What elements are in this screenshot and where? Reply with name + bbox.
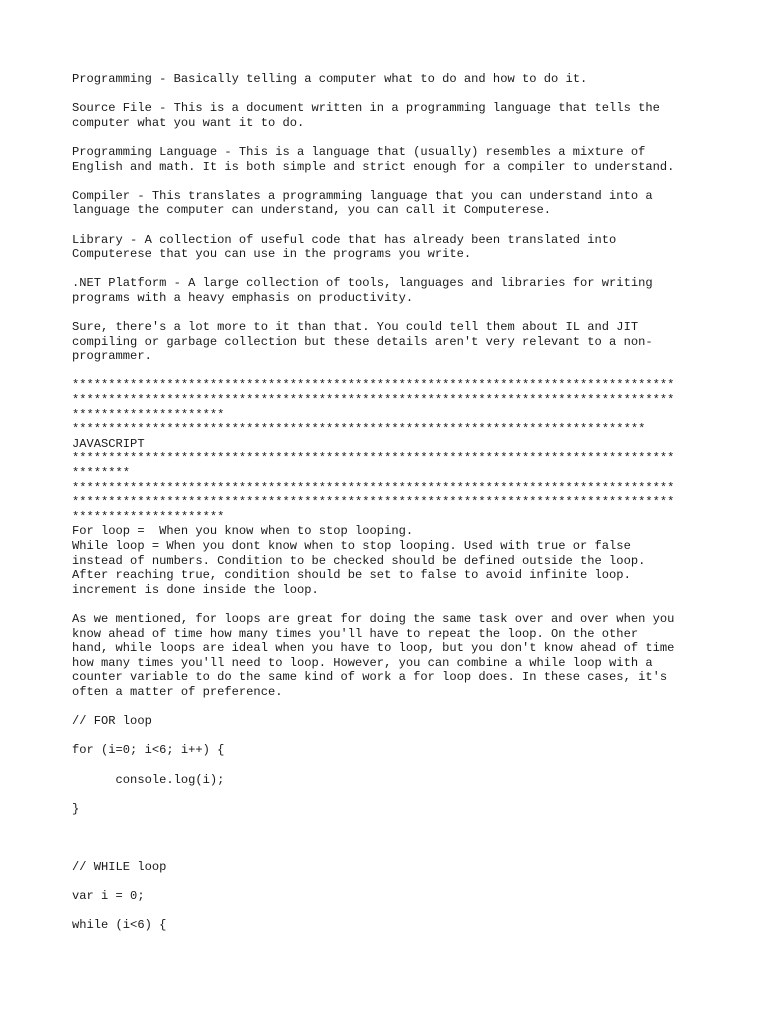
text-line: // WHILE loop (72, 860, 167, 875)
blank-line (72, 875, 712, 890)
text-line: counter variable to do the same kind of work a for loop does. In these cases, it's (72, 670, 668, 685)
blank-line (72, 729, 712, 744)
blank-line (72, 700, 712, 715)
text-line: compiling or garbage collection but these details aren't very relevant to a non- (72, 334, 653, 349)
text-line: Library - A collection of useful code that has already been translated into (72, 232, 617, 247)
text-line: // FOR loop (72, 714, 152, 729)
blank-line (72, 364, 712, 379)
text-line: language the computer can understand, you can call it Computerese. (72, 203, 551, 218)
text-line: hand, while loops are ideal when you have to loop, but you don't know ahead of time (72, 641, 675, 656)
text-line: } (72, 801, 80, 816)
document-page (72, 72, 712, 933)
text-line: var i = 0; (72, 889, 145, 904)
text-line: Sure, there's a lot more to it than that. You could tell them about IL and JIT (72, 320, 639, 335)
blank-line (72, 218, 712, 233)
text-line: ********************* (72, 509, 225, 524)
text-line: Source File - This is a document written in a programming language that tells the (72, 101, 660, 116)
text-line: *********************************************************************************** (72, 378, 675, 393)
blank-line (72, 306, 712, 321)
blank-line (72, 174, 712, 189)
text-line: *********************************************************************************** (72, 451, 675, 466)
blank-line (72, 904, 712, 919)
text-line: *********************************************************************************** (72, 495, 675, 510)
text-line: Programming Language - This is a language that (usually) resembles a mixture of (72, 144, 646, 159)
blank-line (72, 262, 712, 277)
text-line: As we mentioned, for loops are great for doing the same task over and over when you (72, 611, 675, 626)
blank-line (72, 816, 712, 831)
text-line: console.log(i); (72, 772, 225, 787)
text-line: Computerese that you can use in the programs you write. (72, 247, 472, 262)
blank-line (72, 87, 712, 102)
text-line: JAVASCRIPT (72, 436, 145, 451)
blank-line (72, 597, 712, 612)
text-line: for (i=0; i<6; i++) { (72, 743, 225, 758)
text-line: .NET Platform - A large collection of tools, languages and libraries for writing (72, 276, 653, 291)
blank-line (72, 758, 712, 773)
text-line: increment is done inside the loop. (72, 582, 319, 597)
text-line: *********************************************************************************** (72, 393, 675, 408)
text-line: programmer. (72, 349, 152, 364)
text-line: English and math. It is both simple and strict enough for a compiler to understand. (72, 159, 675, 174)
text-line: *********************************************************************************** (72, 480, 675, 495)
text-line: ******************************************************************************* (72, 422, 646, 437)
text-line: ********************* (72, 407, 225, 422)
text-line: while (i<6) { (72, 918, 167, 933)
blank-line (72, 831, 712, 846)
blank-line (72, 845, 712, 860)
text-line: After reaching true, condition should be set to false to avoid infinite loop. (72, 568, 631, 583)
text-line: While loop = When you dont know when to stop looping. Used with true or false (72, 539, 631, 553)
text-line: Compiler - This translates a programming language that you can understand into a (72, 188, 653, 203)
blank-line (72, 130, 712, 145)
text-line: ******** (72, 466, 131, 481)
text-line: instead of numbers. Condition to be checked should be defined outside the loop. (72, 553, 646, 568)
text-line: For loop = When you know when to stop looping. (72, 524, 414, 539)
text-line: how many times you'll need to loop. However, you can combine a while loop with a (72, 655, 653, 670)
text-line: computer what you want it to do. (72, 115, 305, 130)
text-line: know ahead of time how many times you'll have to repeat the loop. On the other (72, 626, 639, 641)
blank-line (72, 787, 712, 802)
text-line: Programming - Basically telling a computer what to do and how to do it. (72, 72, 588, 86)
text-line: often a matter of preference. (72, 684, 283, 699)
text-line: programs with a heavy emphasis on productivity. (72, 290, 414, 305)
